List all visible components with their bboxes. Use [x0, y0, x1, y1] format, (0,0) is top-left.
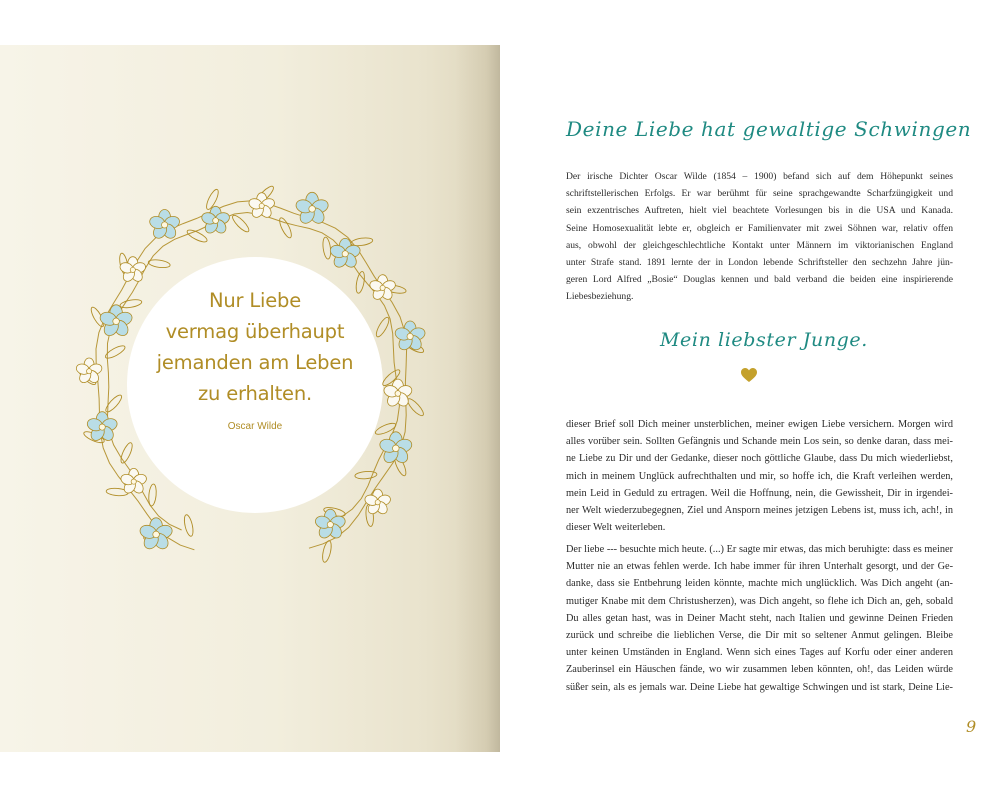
- text-line: ne Liebe zu Dir und der Gedanke, dieser noch göttliche Glaube, dass Du mich wiederliebst,: [566, 453, 953, 465]
- text-line: zurück und schreibe die lieblichen Verse, die Dir mit so seltener Anmut gelingen. Bleibe: [566, 630, 953, 642]
- book-spread: [0, 45, 1000, 752]
- text-line: unter Strafe stand. 1891 lernte der in London lebende Schriftsteller den sechzehn Jahre jün-: [566, 257, 953, 269]
- quote-line: vermag überhaupt: [165, 320, 345, 343]
- left-page: [0, 45, 500, 752]
- text-line: Mutter nie an etwas fehlen werde. Ich habe immer für ihren Unterhalt gesorgt, und der Ge-: [566, 561, 953, 573]
- quote-block: [127, 285, 383, 432]
- text-line: schriftstellerischen Erfolgs. Er war berühmt für seine sprachgewandte Scharfzüngigkeit und: [566, 188, 953, 200]
- heart-icon: [740, 367, 758, 383]
- quote-line: Nur Liebe: [208, 289, 301, 312]
- quote-author: Oscar Wilde: [227, 421, 283, 432]
- text-line: mein Leid in Geduld zu ertragen. Weil die Hoffnung, nein, die Gewissheit, Dir in irgendei-: [566, 487, 953, 499]
- letter-salutation: Mein liebster Junge.: [660, 329, 868, 351]
- chapter-title: Deine Liebe hat gewaltige Schwingen: [566, 117, 972, 141]
- page-number: 9: [966, 717, 977, 736]
- text-line: süßer sein, als es jemals war. Deine Liebe hat gewaltige Schwingen und ist stark, Deine Lie-: [566, 681, 953, 693]
- letter-paragraph-1: [566, 416, 953, 536]
- letter-paragraph-2: [566, 541, 953, 696]
- text-line: ner Welt wiederzubegegnen, Ziel und Ansporn meines jetzigen Lebens ist, muss ich, ach!, in: [566, 505, 953, 517]
- quote-line: jemanden am Leben: [156, 351, 354, 374]
- bio-paragraph: [566, 168, 953, 306]
- text-line: Liebesbeziehung.: [566, 291, 634, 303]
- text-line: Der irische Dichter Oscar Wilde (1854 – 1900) befand sich auf dem Höhepunkt seines: [566, 171, 953, 182]
- text-line: sein exzentrisches Auftreten, hielt viel beachtete Vorlesungen bis in die USA und Kanada.: [566, 205, 953, 217]
- text-line: aus, obwohl der gleichgeschlechtliche Kontakt unter Männern im viktorianischen England: [566, 239, 953, 251]
- text-line: alles vorüber sein. Sollten Gefängnis und Schande mein Los sein, so denke daran, dass mei-: [566, 436, 953, 448]
- text-line: danke, dass sie Entbehrung leiden könnte, machte mich unglücklich. Was Dich angeht (an-: [566, 578, 953, 590]
- text-line: Du alles getan hast, was in Deiner Macht steht, nach Italien und gewinne Deinen Frieden: [566, 612, 953, 624]
- text-line: dieser Welt weiterleben.: [566, 522, 666, 534]
- text-line: Zauberinsel ein Häuschen fände, wo wir zusammen leben könnten, oh!, das Leiden würde: [566, 664, 953, 676]
- text-line: mutiger Knabe mit dem Christusherzen), was Dich angeht, so flehe ich Dich an, geh, sobald: [566, 595, 953, 607]
- right-page: [500, 45, 1000, 752]
- quote-line: zu erhalten.: [198, 382, 312, 405]
- gutter-shadow: [455, 45, 500, 752]
- text-line: mich in meinem Unglück aufrechthalten und mir, so hoffe ich, die Kraft verleihen werden,: [566, 470, 953, 482]
- text-line: Seine Homosexualität lebte er, obgleich er Familienvater mit zwei Söhnen war, relativ offen: [566, 222, 953, 234]
- text-line: unter keinen Umständen in England. Wenn sich eines Tages auf Korfu oder einer anderen: [566, 647, 953, 659]
- text-line: dieser Brief soll Dich meiner unsterblichen, meiner ewigen Liebe versichern. Morgen wird: [566, 419, 953, 430]
- text-line: Der liebe --- besuchte mich heute. (...) Er sagte mir etwas, das mich beruhigte: dass es meiner: [566, 544, 953, 555]
- text-line: geren Lord Alfred „Bosie“ Douglas kennen und bald verband die beiden eine inspirierende: [566, 274, 953, 286]
